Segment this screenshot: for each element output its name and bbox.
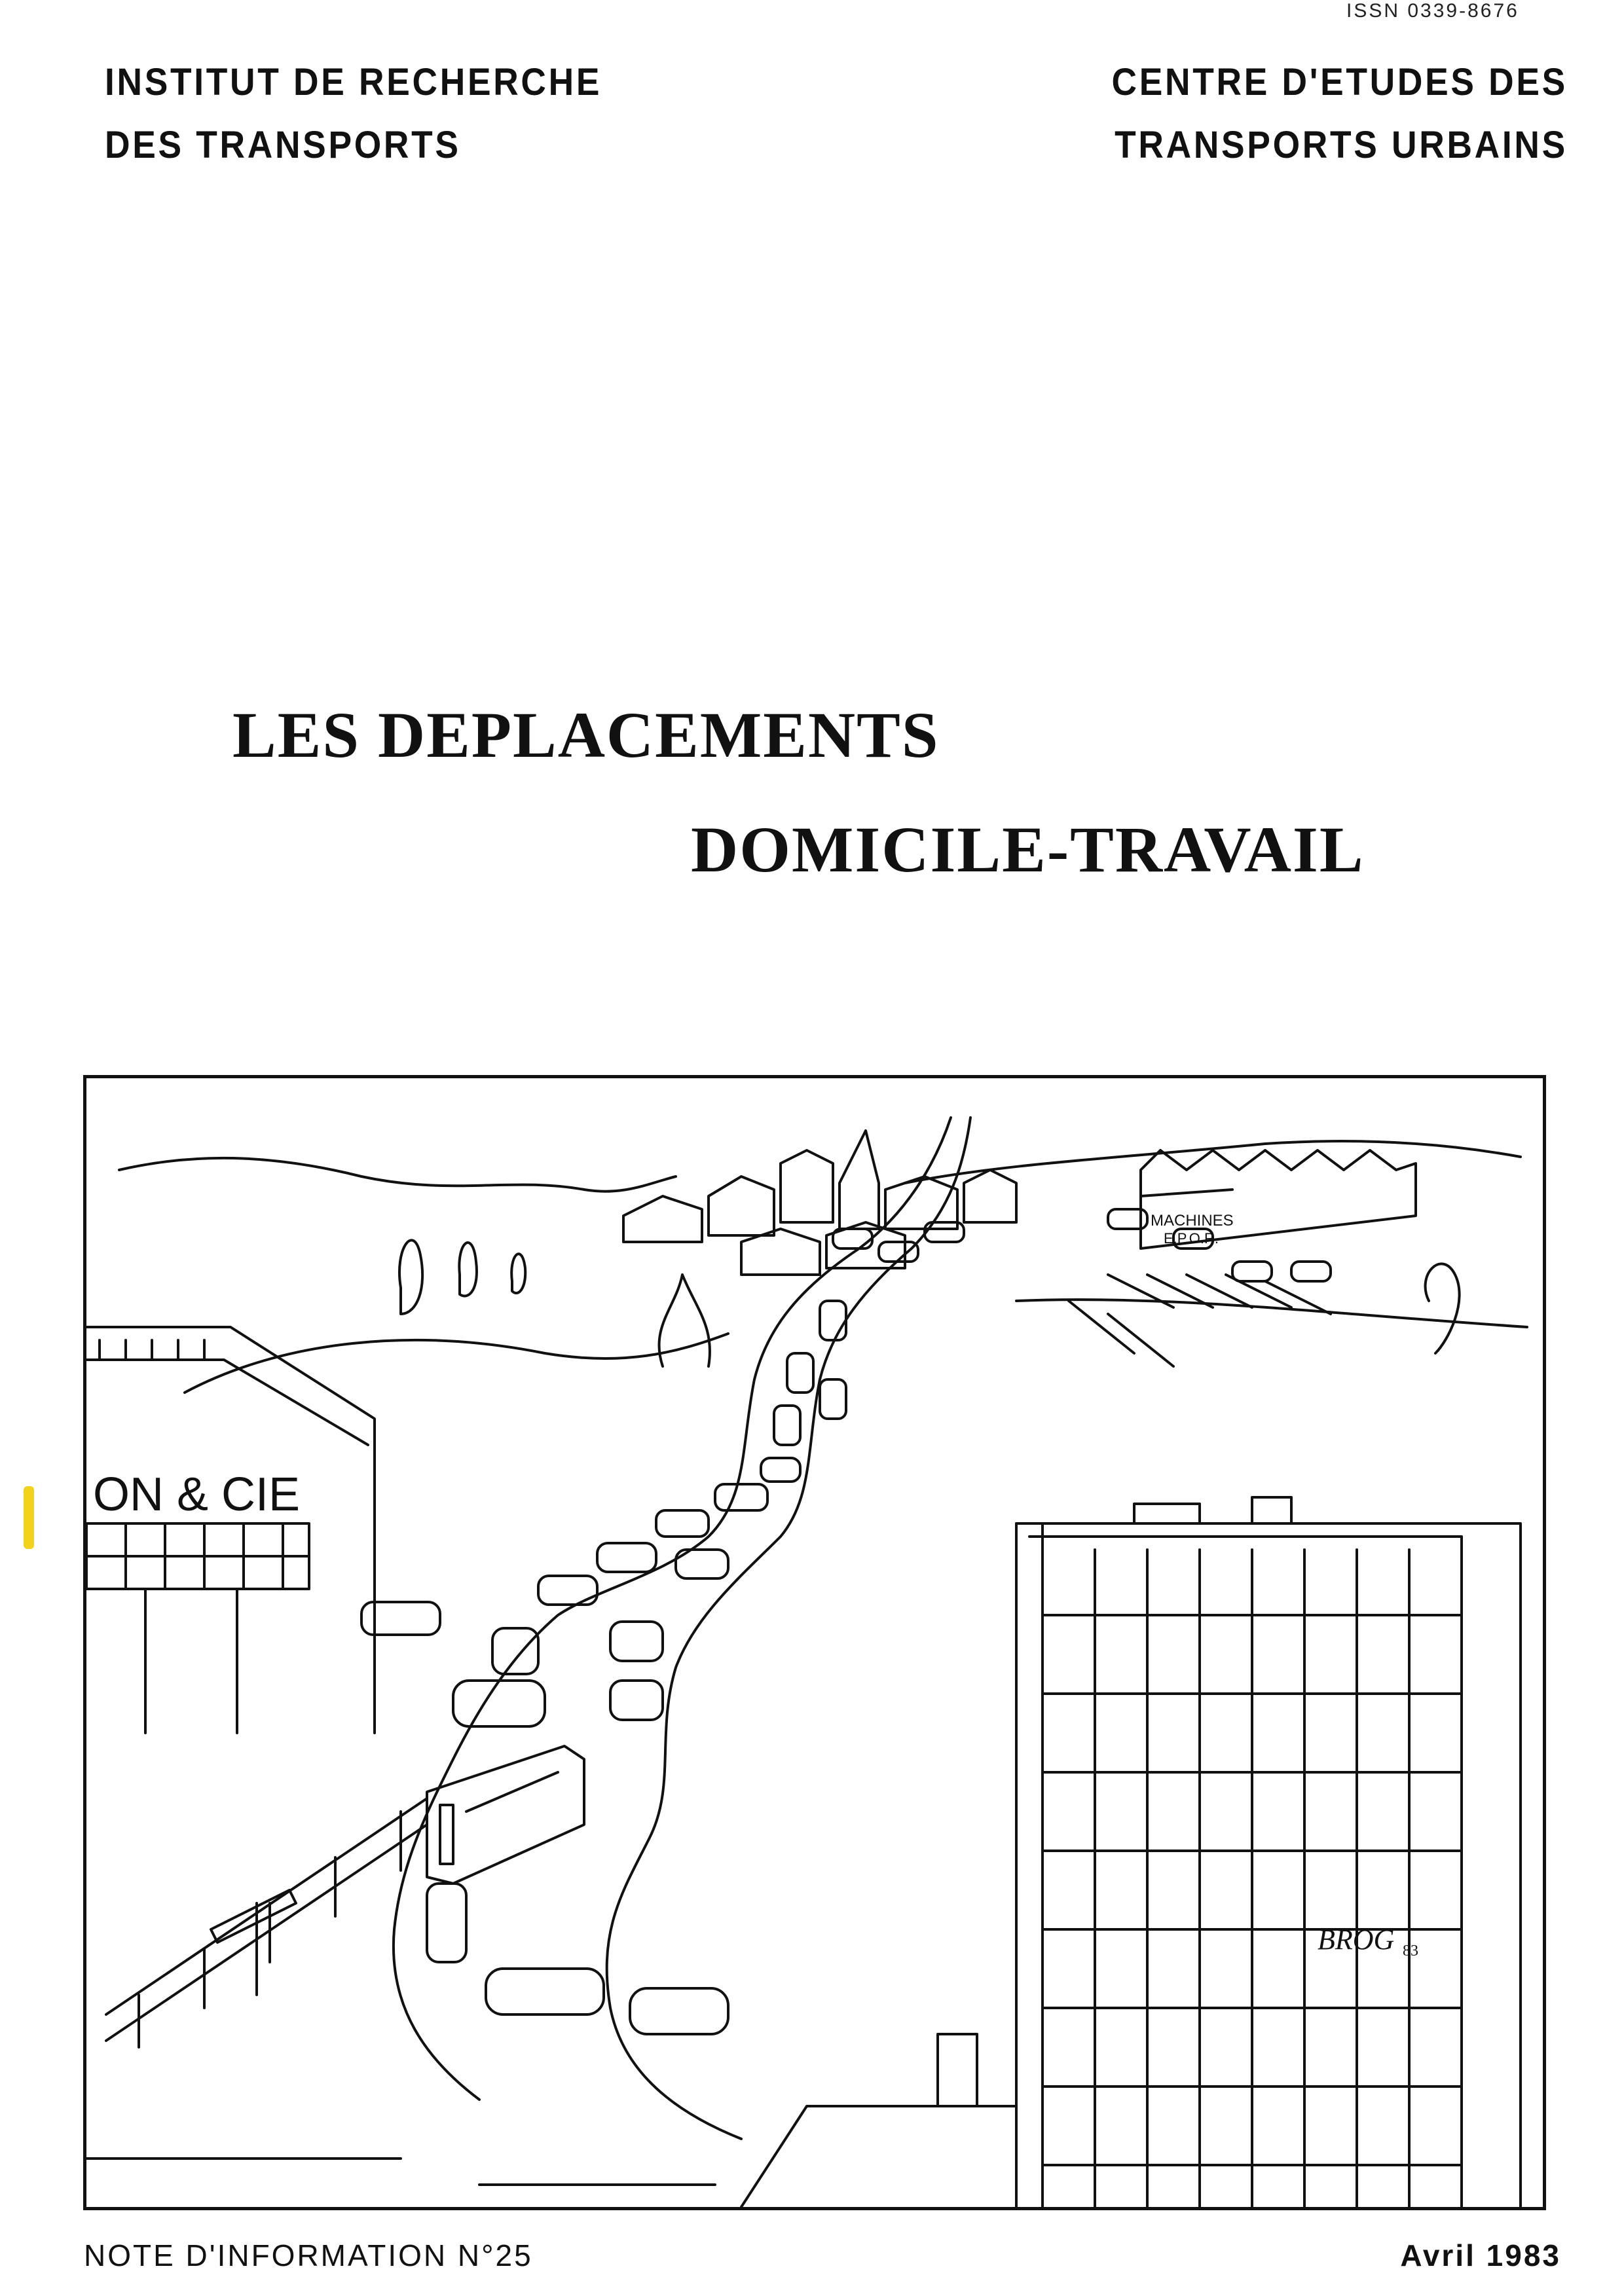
hill-line-right <box>905 1141 1521 1183</box>
tree-1 <box>399 1240 422 1314</box>
low-building <box>741 2034 1016 2207</box>
factory-sign-line-1: MACHINES <box>1151 1212 1234 1230</box>
factory-sign-line-2: E.P.O.R. <box>1164 1230 1219 1247</box>
tree-4 <box>1426 1264 1460 1353</box>
artist-signature: BROG <box>1318 1923 1395 1956</box>
publisher-left <box>105 51 602 177</box>
publisher-right-line-2: TRANSPORTS URBAINS <box>1115 124 1568 166</box>
cover-illustration <box>83 1075 1546 2210</box>
publisher-left-line-2: DES TRANSPORTS <box>105 124 461 166</box>
office-building <box>1016 1497 1521 2207</box>
title-line-2: DOMICILE-TRAVAIL <box>691 813 1365 886</box>
cars <box>361 1209 1331 2034</box>
title-line-1: LES DEPLACEMENTS <box>232 699 940 771</box>
village <box>623 1131 1016 1275</box>
ground-line <box>86 2159 715 2185</box>
right-field-edge <box>1016 1300 1527 1327</box>
fence <box>106 1798 427 2047</box>
note-number: NOTE D'INFORMATION N°25 <box>84 2238 533 2272</box>
issn-number: ISSN 0339-8676 <box>1346 0 1519 22</box>
publisher-left-line-1: INSTITUT DE RECHERCHE <box>105 61 602 103</box>
left-building <box>86 1327 375 1733</box>
tree-2 <box>459 1243 477 1296</box>
publication-date: Avril 1983 <box>1400 2238 1561 2272</box>
publisher-right-line-1: CENTRE D'ETUDES DES <box>1111 61 1568 103</box>
binding-tab <box>24 1486 34 1549</box>
distant-hills <box>119 1158 676 1192</box>
artist-signature-year: 83 <box>1403 1942 1418 1959</box>
building-sign: ON & CIE <box>93 1468 301 1521</box>
tree-3 <box>511 1254 525 1293</box>
publisher-right <box>1112 51 1568 177</box>
factory <box>1141 1150 1416 1248</box>
parking-lines <box>1069 1275 1331 1366</box>
traffic-jam-drawing <box>86 1078 1543 2207</box>
